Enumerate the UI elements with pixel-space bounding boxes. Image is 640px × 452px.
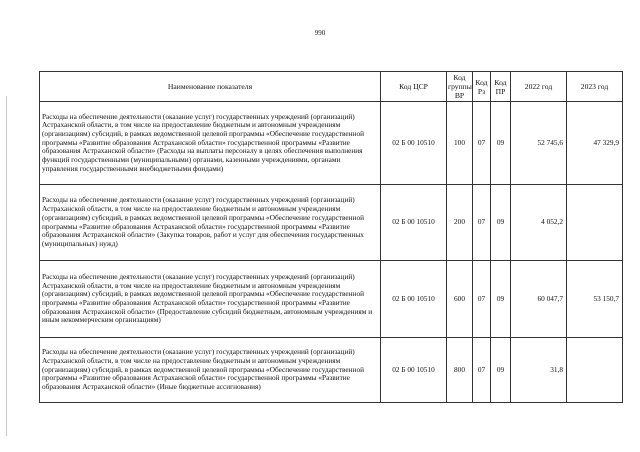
row-amount-2022: 52 745,6 <box>511 102 567 185</box>
row-vr-code: 200 <box>447 185 473 261</box>
row-rz-code: 07 <box>473 185 491 261</box>
table-row <box>40 102 623 185</box>
row-amount-2022: 31,8 <box>511 338 567 403</box>
row-vr-code: 600 <box>447 261 473 338</box>
row-vr-code: 800 <box>447 338 473 403</box>
row-amount-2023: 53 150,7 <box>567 261 623 338</box>
header-year-2023: 2023 год <box>567 72 623 102</box>
row-rz-code: 07 <box>473 338 491 403</box>
row-description: Расходы на обеспечение деятельности (оказание услуг) государственных учреждений (организаций) Астраханской области, в том числе на предоставление бюджетным и автономным учреждениям (организациям) субсидий, в рамках ведомственной целевой программы «Обеспечение государственной программы «Развитие образования Астраханской области» государственной программы «Развитие образования Астраханской области» (Иные бюджетные ассигнования) <box>40 338 381 403</box>
header-pr-code: Код ПР <box>491 72 511 102</box>
row-csr-code: 02 Б 00 10510 <box>381 185 447 261</box>
row-pr-code: 09 <box>491 338 511 403</box>
row-description: Расходы на обеспечение деятельности (оказание услуг) государственных учреждений (организаций) Астраханской области, в том числе на предоставление бюджетным и автономным учреждениям (организациям) субсидий, в рамках ведомственной целевой программы «Обеспечение государственной программы «Развитие образования Астраханской области» государственной программы «Развитие образования Астраханской области» (Предоставление субсидий бюджетным, автономным учреждениям и иным некоммерческим организациям) <box>40 261 381 338</box>
row-pr-code: 09 <box>491 185 511 261</box>
row-rz-code: 07 <box>473 102 491 185</box>
header-csr-code: Код ЦСР <box>381 72 447 102</box>
table-row <box>40 338 623 403</box>
row-vr-code: 100 <box>447 102 473 185</box>
row-pr-code: 09 <box>491 102 511 185</box>
row-csr-code: 02 Б 00 10510 <box>381 102 447 185</box>
table-header-row <box>40 72 623 102</box>
row-amount-2023: 47 329,9 <box>567 102 623 185</box>
row-description: Расходы на обеспечение деятельности (оказание услуг) государственных учреждений (организаций) Астраханской области, в том числе на предоставление бюджетным и автономным учреждениям (организациям) субсидий, в рамках ведомственной целевой программы «Обеспечение государственной программы «Развитие образования Астраханской области» государственной программы «Развитие образования Астраханской области» (Расходы на выплаты персоналу в целях обеспечения выполнения функций государственными (муниципальными) органами, казенными учреждениями, органами управления государственными внебюджетными фондами) <box>40 102 381 185</box>
header-indicator-name: Наименование показателя <box>40 72 381 102</box>
scan-edge-line <box>6 96 7 436</box>
row-csr-code: 02 Б 00 10510 <box>381 338 447 403</box>
row-description: Расходы на обеспечение деятельности (оказание услуг) государственных учреждений (организаций) Астраханской области, в том числе на предоставление бюджетным и автономным учреждениям (организациям) субсидий, в рамках ведомственной целевой программы «Обеспечение государственной программы «Развитие образования Астраханской области» государственной программы «Развитие образования Астраханской области» (Закупка товаров, работ и услуг для обеспечения государственных (муниципальных) нужд) <box>40 185 381 261</box>
page-number: 990 <box>314 29 326 37</box>
row-rz-code: 07 <box>473 261 491 338</box>
row-amount-2022: 4 052,2 <box>511 185 567 261</box>
table-row <box>40 185 623 261</box>
row-amount-2022: 60 047,7 <box>511 261 567 338</box>
table-row <box>40 261 623 338</box>
row-amount-2023 <box>567 185 623 261</box>
row-pr-code: 09 <box>491 261 511 338</box>
row-amount-2023 <box>567 338 623 403</box>
header-rz-code: Код Рз <box>473 72 491 102</box>
budget-table <box>39 71 623 403</box>
header-year-2022: 2022 год <box>511 72 567 102</box>
header-vr-code: Код группы ВР <box>448 73 472 100</box>
row-csr-code: 02 Б 00 10510 <box>381 261 447 338</box>
